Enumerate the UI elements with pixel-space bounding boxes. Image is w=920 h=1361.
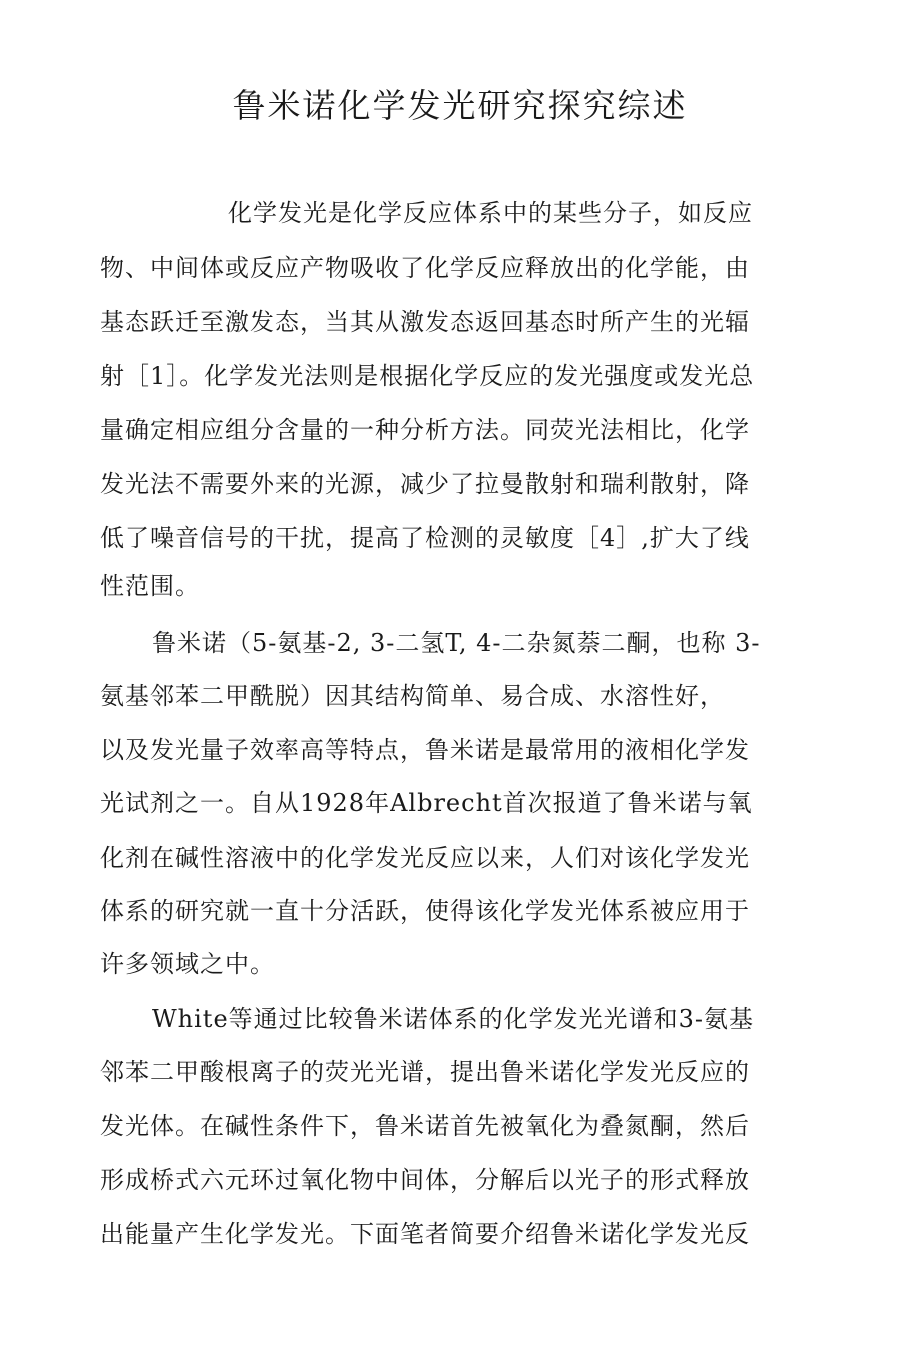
paragraph-3-line-1: White等通过比较鲁米诺体系的化学发光光谱和3-氨基 — [152, 1005, 755, 1033]
paragraph-2-line-3: 以及发光量子效率高等特点，鲁米诺是最常用的液相化学发 — [100, 736, 750, 764]
paragraph-2-line-5: 化剂在碱性溶液中的化学发光反应以来，人们对该化学发光 — [100, 844, 750, 872]
paragraph-2-line-4: 光试剂之一。自从1928年Albrecht首次报道了鲁米诺与氧 — [100, 789, 753, 817]
paragraph-2-line-2: 氨基邻苯二甲酰脱）因其结构简单、易合成、水溶性好， — [100, 682, 725, 710]
paragraph-1-line-8: 性范围。 — [100, 572, 200, 600]
paragraph-1-line-5: 量确定相应组分含量的一种分析方法。同荧光法相比，化学 — [100, 416, 750, 444]
paragraph-1-line-4: 射［1］。化学发光法则是根据化学反应的发光强度或发光总 — [100, 362, 755, 390]
paragraph-3-line-5: 出能量产生化学发光。下面笔者简要介绍鲁米诺化学发光反 — [100, 1220, 750, 1248]
paragraph-1-line-3: 基态跃迁至激发态，当其从激发态返回基态时所产生的光辐 — [100, 308, 750, 336]
paragraph-1-line-2: 物、中间体或反应产物吸收了化学反应释放出的化学能，由 — [100, 254, 750, 282]
document-title: 鲁米诺化学发光研究探究综述 — [232, 86, 688, 125]
paragraph-2-line-6: 体系的研究就一直十分活跃，使得该化学发光体系被应用于 — [100, 897, 750, 925]
paragraph-1-line-7: 低了噪音信号的干扰，提高了检测的灵敏度［4］,扩大了线 — [100, 524, 750, 552]
paragraph-1-line-6: 发光法不需要外来的光源，减少了拉曼散射和瑞利散射，降 — [100, 470, 750, 498]
paragraph-3-line-4: 形成桥式六元环过氧化物中间体，分解后以光子的形式释放 — [100, 1166, 750, 1194]
paragraph-3-line-2: 邻苯二甲酸根离子的荧光光谱，提出鲁米诺化学发光反应的 — [100, 1058, 750, 1086]
paragraph-2-line-1: 鲁米诺（5-氨基-2, 3-二氢T, 4-二杂氮萘二酮，也称 3- — [152, 629, 761, 657]
paragraph-2-line-7: 许多领域之中。 — [100, 950, 275, 978]
paragraph-3-line-3: 发光体。在碱性条件下，鲁米诺首先被氧化为叠氮酮，然后 — [100, 1112, 750, 1140]
paragraph-1-line-1: 化学发光是化学反应体系中的某些分子，如反应 — [228, 199, 753, 227]
